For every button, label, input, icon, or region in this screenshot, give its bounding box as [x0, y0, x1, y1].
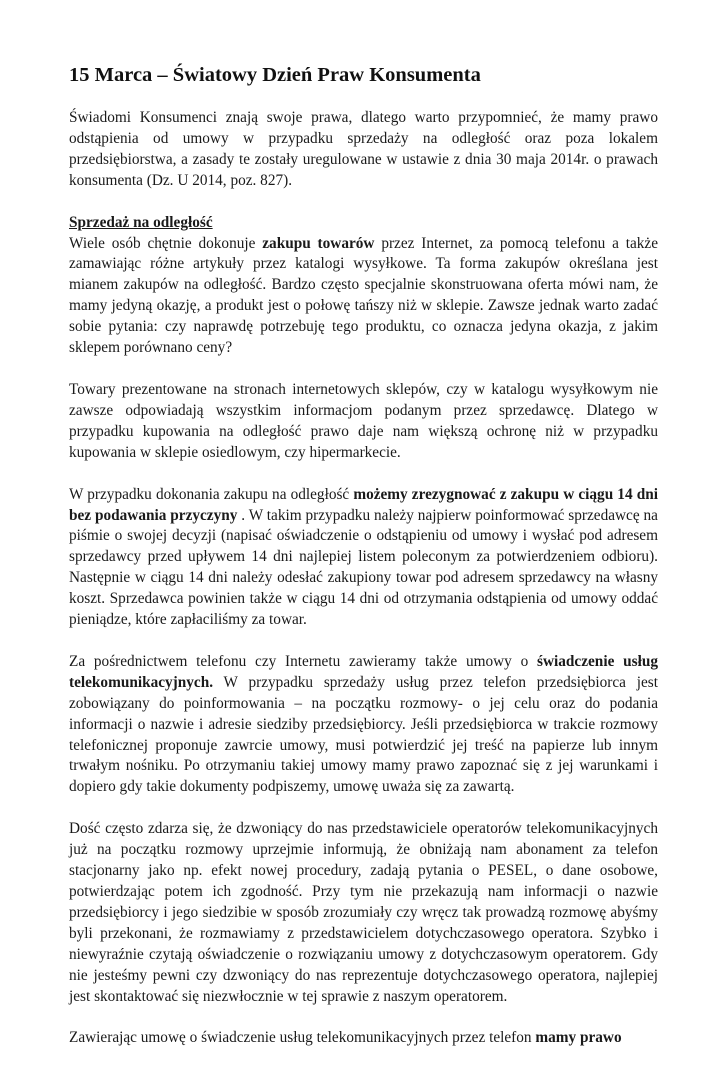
section-heading: Sprzedaż na odległość — [69, 213, 213, 231]
paragraph-text: W przypadku sprzedaży usług przez telefon przedsiębiorca jest zobowiązany do poinformowania – na początku rozmowy- o jej celu oraz do podania informacji o nazwie i adresie siedziby przedsiębiorcy. Jeśli przedsiębiorca w trakcie rozmowy telefonicznej proponuje zawrcie umowy, musi potwierdzić jej treść na papierze lub innym trwałym nośniku. Po otrzymaniu takiej umowy mamy prawo zapoznać się z jej warunkami i dopiero gdy takie dokumenty podpiszemy, umowę uważa się za zawartą. — [69, 673, 658, 796]
paragraph-text: przez Internet, za pomocą telefonu a także zamawiając różne artykuły przez katalogi wysyłkowe. Ta forma zakupów określana jest mianem zakupów na odległość. Bardzo często specjalnie skonstruowana oferta mówi nam, że mamy jedyną okazję, a produkt jest o połowę tańszy niż w sklepie. Zawsze jednak warto zadać sobie pytania: czy naprawdę potrzebuję tego produktu, co oznacza jedyna okazja, z jakim sklepem porównano ceny? — [69, 234, 659, 357]
paragraph-text: W przypadku dokonania zakupu na odległość — [69, 485, 354, 503]
intro-paragraph: Świadomi Konsumenci znają swoje prawa, dlatego warto przypomnieć, że mamy prawo odstąpienia od umowy w przypadku sprzedaży na odległość oraz poza lokalem przedsiębiorstwa, a zasady te zostały uregulowane w ustawie z dnia 30 maja 2014r. o prawach konsumenta (Dz. U 2014, poz. 827). — [69, 109, 658, 189]
paragraph-goods: Towary prezentowane na stronach internetowych sklepów, czy w katalogu wysyłkowym nie zawsze odpowiadają wszystkim informacjom podanym przez sprzedawcę. Dlatego w przypadku kupowania na odległość prawo daje nam większą ochronę niż w przypadku kupowania w sklepie osiedlowym, czy hipermarkecie. — [69, 380, 658, 461]
paragraph-operators: Dość często zdarza się, że dzwoniący do nas przedstawiciele operatorów telekomunikacyjnych już na początku rozmowy uprzejmie informują, że obniżają nam abonament za telefon stacjonarny jako np. efekt nowej procedury, zadają pytania o PESEL, o dane osobowe, potwierdzając potem ich zgodność. Przy tym nie przekazują nam informacji o nazwie przedsiębiorcy i jego siedzibie w sposób zrozumiały czy wręcz tak prowadzą rozmowę abyśmy byli przekonani, że rozmawiamy z przedstawicielem dotychczasowego operatora. Szybko i niewyraźnie czytają oświadczenie o rozwiązaniu umowy z dotychczasowym operatorem. Gdy nie jesteśmy pewni czy dzwoniący do nas reprezentuje dotychczasowego operatora, najlepiej jest skontaktować się niezwłocznie w tej sprawie z naszym operatorem. — [69, 820, 658, 1005]
bold-text: świadczenie usług telekomunikacyjnych. — [69, 652, 658, 691]
section-distance-selling — [69, 213, 658, 359]
paragraph-text: . W takim przypadku należy najpierw poinformować sprzedawcę na piśmie o swojej decyzji (napisać oświadczenie o odstąpieniu od umowy i wysłać pod adresem sprzedawcy przed upływem 14 dni najlepiej listem poleconym za potwierdzeniem odbioru). Następnie w ciągu 14 dni należy odesłać zakupiony towar pod adresem sprzedawcy na własny koszt. Sprzedawca powinien także w ciągu 14 dni od otrzymania odstąpienia od umowy oddać pieniądze, które zapłaciliśmy za towar. — [69, 506, 658, 629]
bold-text: zakupu towarów — [262, 234, 375, 252]
paragraph-contract — [69, 1028, 658, 1049]
paragraph-text: Zawierając umowę o świadczenie usług telekomunikacyjnych przez telefon — [69, 1029, 536, 1047]
page-title: 15 Marca – Światowy Dzień Praw Konsumenta — [69, 64, 481, 86]
bold-text: mamy prawo — [535, 1029, 622, 1047]
paragraph-withdrawal — [69, 485, 658, 631]
paragraph-text: Wiele osób chętnie dokonuje — [69, 234, 263, 252]
paragraph-telecom — [69, 652, 658, 798]
bold-text: możemy zrezygnować z zakupu w ciągu 14 dni bez podawania przyczyny — [69, 485, 658, 524]
document-page — [69, 62, 658, 1070]
paragraph-text: Za pośrednictwem telefonu czy Internetu zawieramy także umowy o — [69, 652, 538, 670]
